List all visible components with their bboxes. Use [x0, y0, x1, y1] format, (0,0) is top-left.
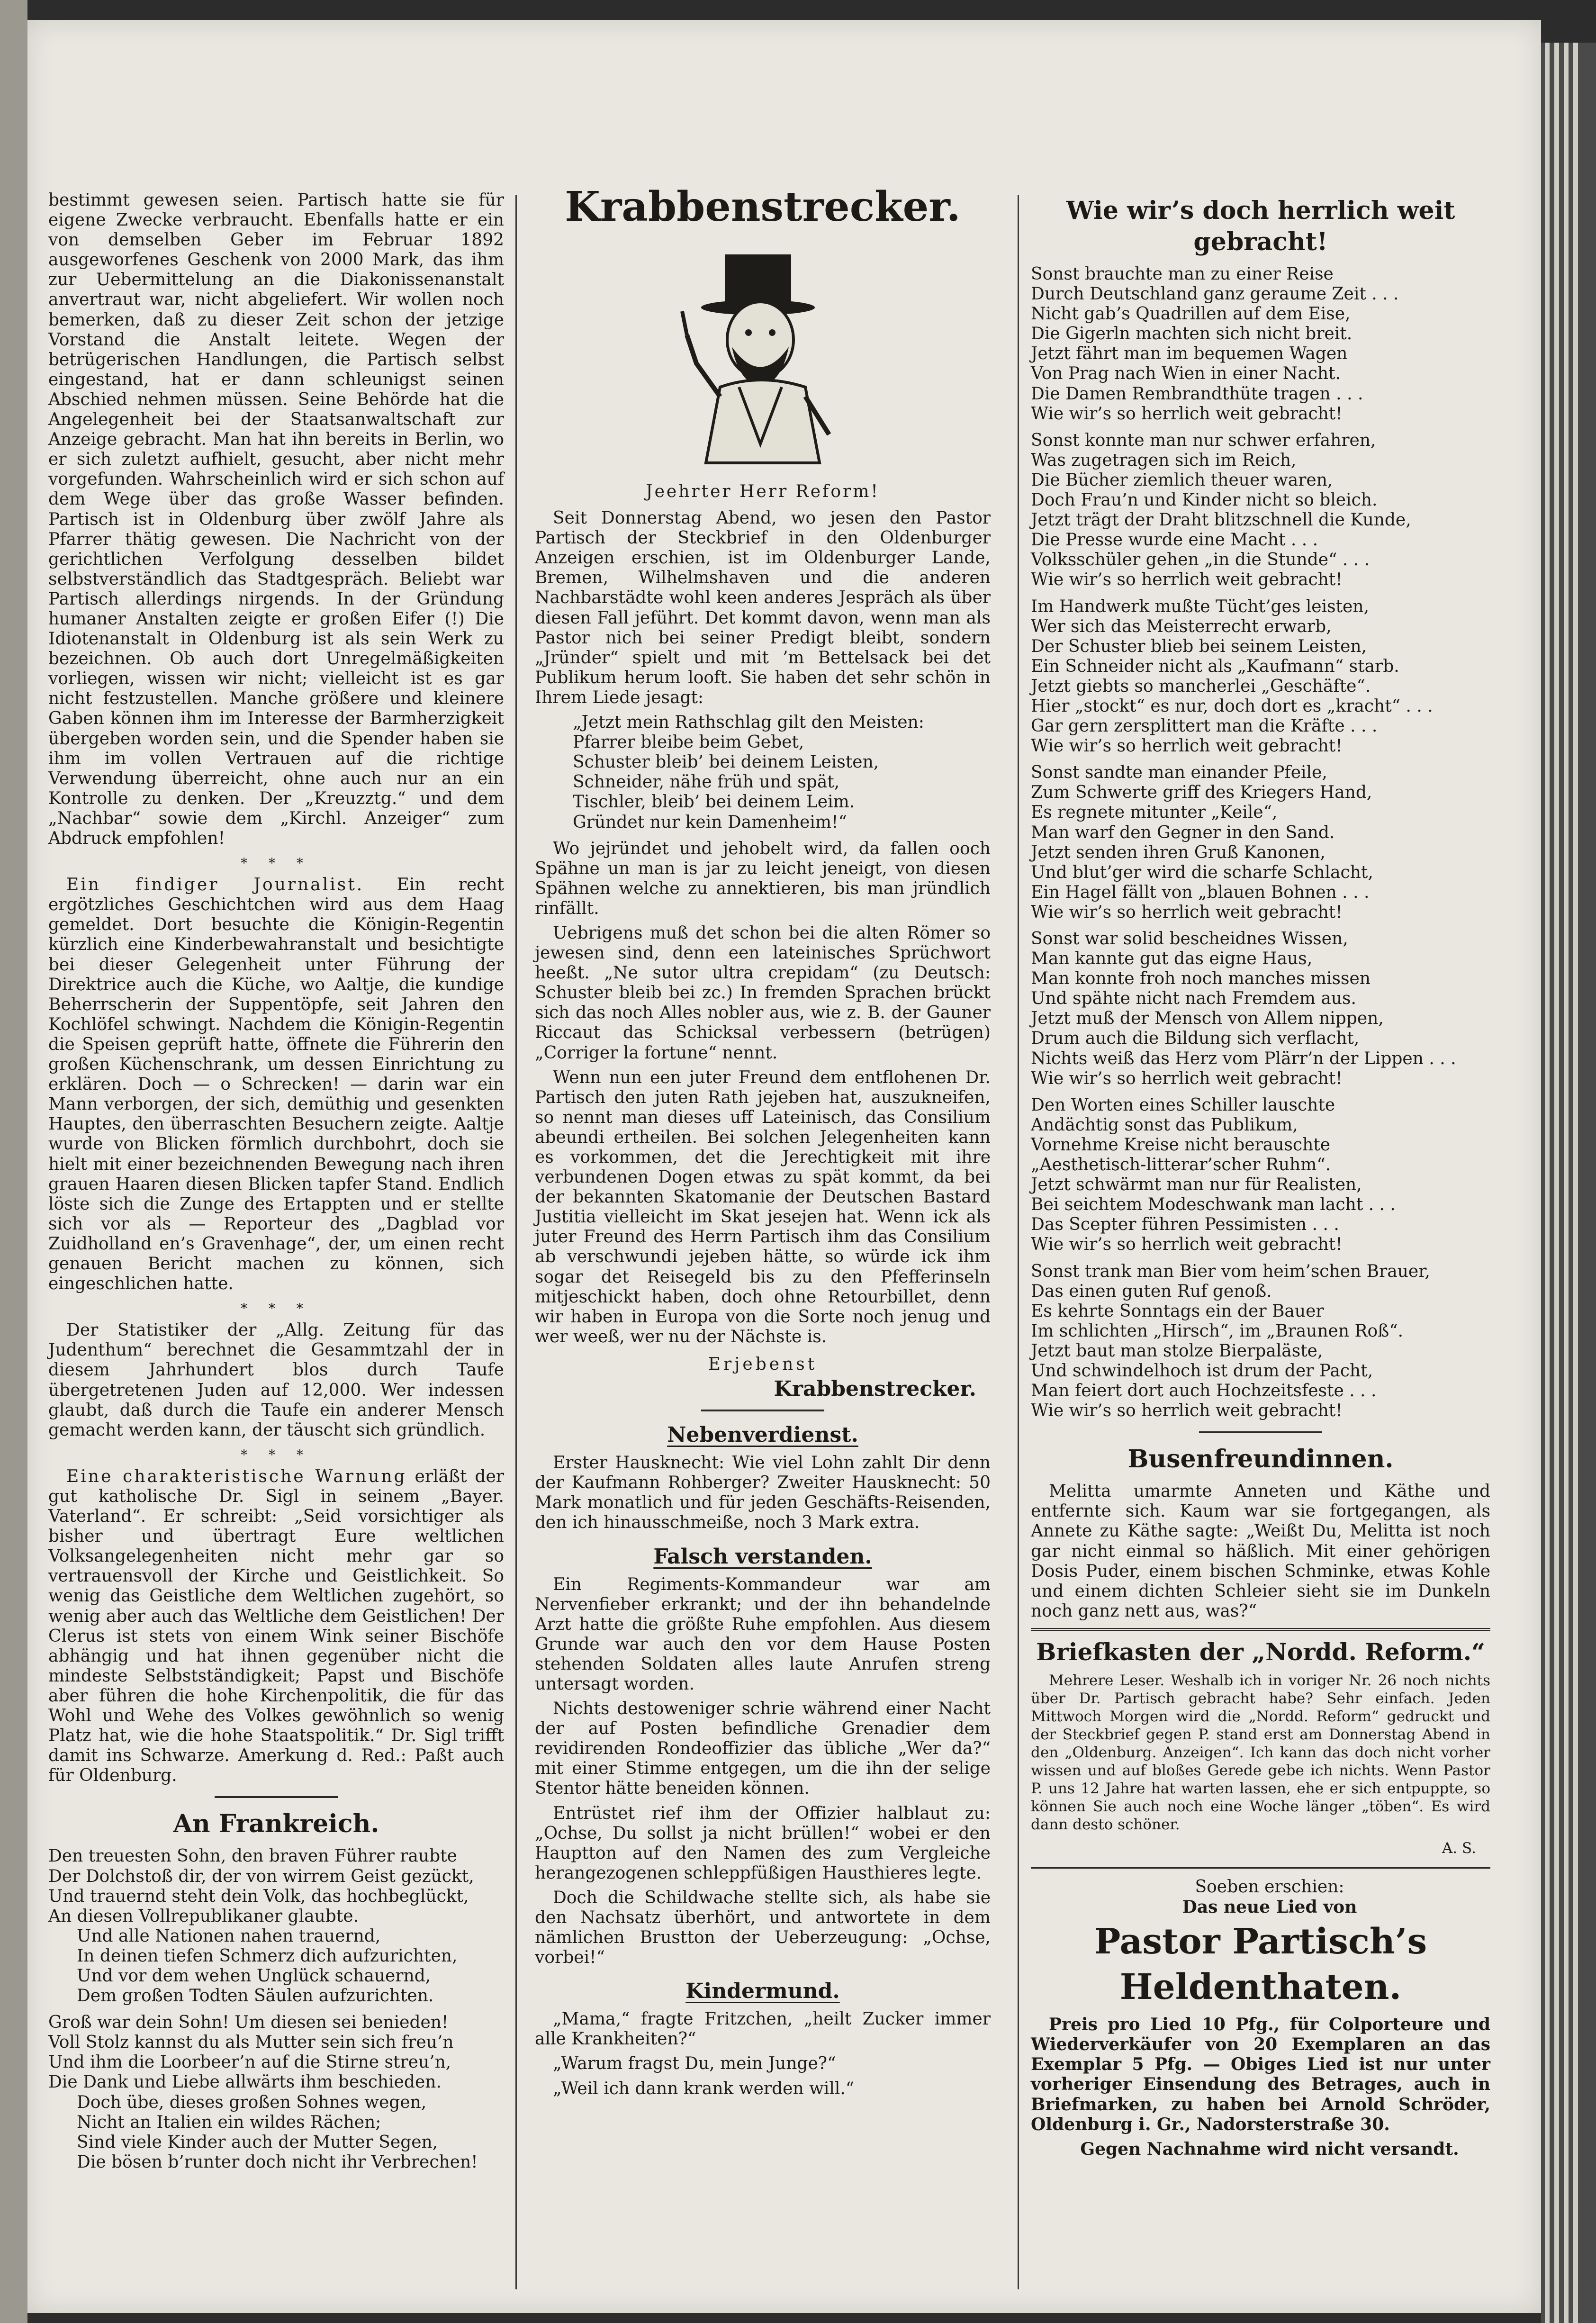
briefkasten-box: [1031, 1628, 1490, 1858]
poem-line: Was zugetragen sich im Reich,: [1031, 450, 1297, 470]
letter-signature: Krabbenstrecker.: [774, 1377, 976, 1401]
poem-line: Sonst konnte man nur schwer erfahren,: [1031, 430, 1376, 450]
anecdote-paragraph: Ein Regiments-Kommandeur war am Nervenfieber erkrankt; und der ihn behandelnde Arzt hatte die größte Ruhe empfohlen. Aus diesem Grunde war auch den vor dem Hause Posten stehenden Soldaten alles laute Anrufen streng untersagt worden.: [535, 1574, 991, 1694]
poem-line: Vornehme Kreise nicht berauschte: [1031, 1135, 1331, 1155]
ad-title: Pastor Partisch’s Heldenthaten.: [1094, 1921, 1427, 2008]
poem-line: In deinen tiefen Schmerz dich aufzurichten,: [77, 1946, 458, 1966]
divider: [1031, 1867, 1490, 1869]
letter-paragraph: Wenn nun een juter Freund dem entflohenen Dr. Partisch den juten Rath jejeben hat, auszukneifen, so nennt man dieses uff Lateinisch, das Consilium abeundi ertheilen. Bei solchen Jelegenheiten kann es vorkommen, det die Jerechtigkeit mit ihre verbundenen Dogen etwas zu spät kommt, da bei der bekannten Skatomanie der Deutschen Bastard Justitia vielleicht im Skat jesejen hat. Wenn ick als juter Freund des Herrn Partisch ihm das Consilium ab verschwundi jejeben hätte, so würde ick ihm sogar det Reisegeld bis zu den Pfefferinseln mitjeschickt haben, doch ohne Retourbillet, denn wir haben in Europa von die Sorte noch jenug und wer weeß, wer nu der Nächste is.: [535, 1067, 991, 1347]
poem-stanza: [1031, 1095, 1490, 1255]
poem-line: Jetzt fährt man im bequemen Wagen: [1031, 344, 1348, 364]
poem-line: Wie wir’s so herrlich weit gebracht!: [1031, 1401, 1343, 1421]
anecdote-paragraph: Doch die Schildwache stellte sich, als habe sie den Nachsatz überhört, und antwortete in dem nämlichen Brustton der Ueberzeugung: „Ochse, vorbei!“: [535, 1888, 991, 1968]
pointing-arm: [687, 335, 720, 397]
poem-title-herrlich: Wie wir’s doch herrlich weit gebracht!: [1066, 196, 1455, 256]
poem-herrlich: [1031, 264, 1490, 1421]
poem-line: Den Worten eines Schiller lauschte: [1031, 1095, 1335, 1115]
poem-line: Nichts weiß das Herz vom Plärr’n der Lippen . . .: [1031, 1049, 1456, 1068]
column-right: [1031, 195, 1490, 2159]
poem-frankreich-stanza2: [48, 2013, 504, 2172]
poem-line: Ein Hagel fällt von „blauen Bohnen . . .: [1031, 882, 1370, 902]
poem-frankreich: [48, 1846, 504, 2006]
poem-line: Die bösen b’runter doch nicht ihr Verbrechen!: [77, 2152, 478, 2172]
anecdote-paragraph: „Mama,“ fragte Fritzchen, „heilt Zucker immer alle Krankheiten?“: [535, 2009, 991, 2049]
verse-line: Schuster bleib’ bei deinem Leisten,: [573, 752, 879, 772]
heading-kindermund: Kindermund.: [685, 1979, 840, 2004]
poem-line: Man feiert dort auch Hochzeitsfeste . . .: [1031, 1381, 1377, 1401]
verse-line: Schneider, nähe früh und spät,: [573, 772, 840, 792]
poem-line: Es kehrte Sonntags ein der Bauer: [1031, 1301, 1324, 1321]
poem-line: Sonst trank man Bier vom heim’schen Brauer,: [1031, 1261, 1430, 1281]
article-warnung: Eine charakteristische Warnung erläßt der gut katholische Dr. Sigl in seinem „Bayer. Vaterland“. Er schreibt: „Seid vorsichtiger als bisher und übertragt Eure weltlichen Volksangelegenheiten nicht mehr gar so vertrauensvoll der Kirche und Geistlichkeit. So wenig das Geistliche dem Weltlichen zugehört, so wenig aber auch das Weltliche dem Geistlichen! Der Clerus ist stets von einem Wink seiner Bischöfe abhängig und hat ihnen gegenüber nicht die mindeste Selbstständigkeit; Papst und Bischöfe aber führen die hohe Kirchenpolitik, die für das Wohl und Wehe des Volkes gewöhnlich so wenig Platz hat, wie die hohe Staatspolitik.“ Dr. Sigl trifft damit ins Schwarze. Amerkung d. Red.: Paßt auch für Oldenburg.: [48, 1466, 504, 1786]
verse-line: Gründet nur kein Damenheim!“: [573, 812, 847, 832]
poem-line: Die Bücher ziemlich theuer waren,: [1031, 470, 1333, 490]
column-rule: [515, 195, 517, 2289]
eye: [745, 329, 752, 336]
anecdote-paragraph: Nichts destoweniger schrie während einer Nacht der auf Posten befindliche Grenadier dem revidirenden Rondeoffizier das übliche „Wer da?“ mit einer Stimme entgegen, um die ihn der selige Stentor hätte beneiden können.: [535, 1699, 991, 1799]
heading-busenfreundinnen: Busenfreundinnen.: [1127, 1445, 1394, 1474]
poem-line: Wer sich das Meisterrecht erwarb,: [1031, 616, 1332, 636]
poem-line: Voll Stolz kannst du als Mutter sein sich freu’n: [48, 2033, 454, 2052]
pointing-finger: [682, 311, 687, 335]
article-lead: Eine charakteristische Warnung: [66, 1466, 407, 1486]
separator-stars: * * *: [241, 855, 312, 871]
poem-line: Die Dank und Liebe allwärts ihm beschieden.: [48, 2072, 442, 2092]
briefkasten-signature: A. S.: [1442, 1839, 1476, 1857]
poem-stanza: [1031, 1262, 1490, 1421]
poem-line: Wie wir’s so herrlich weit gebracht!: [1031, 1068, 1343, 1088]
poem-line: Dem großen Todten Säulen aufzurichten.: [77, 1986, 434, 2006]
poem-line: Wie wir’s so herrlich weit gebracht!: [1031, 1235, 1343, 1255]
poem-line: Das Scepter führen Pessimisten . . .: [1031, 1215, 1339, 1235]
caricature-illustration: [654, 245, 872, 468]
separator-stars: * * *: [241, 1301, 312, 1317]
verse-line: Tischler, bleib’ bei deinem Leim.: [573, 792, 855, 812]
poem-line: Im schlichten „Hirsch“, im „Braunen Roß“.: [1031, 1321, 1404, 1341]
poem-line: Drum auch die Bildung sich verflacht,: [1031, 1029, 1360, 1049]
anecdote-paragraph: „Warum fragst Du, mein Junge?“: [553, 2054, 836, 2074]
poem-title: An Frankreich.: [173, 1809, 379, 1839]
poem-line: Jetzt muß der Mensch von Allem nippen,: [1031, 1009, 1384, 1029]
divider: [1199, 1431, 1322, 1433]
top-hat: [725, 254, 791, 307]
poem-line: Man warf den Gegner in den Sand.: [1031, 823, 1335, 842]
article-journalist: Ein findiger Journalist. Ein recht ergötzliches Geschichtchen wird aus dem Haag gemeldet. Dort besuchte die Königin-Regentin kürzlich eine Kinderbewahranstalt und besichtigte bei dieser Gelegenheit unter Führung der Direktrice auch die Küche, wo Aaltje, die kundige Beherrscherin der Suppentöpfe, seit Jahren den Kochlöfel schwingt. Nachdem die Königin-Regentin die Speisen geprüft hatte, öffnete die Führerin den großen Küchenschrank, um dessen Einrichtung zu erklären. Doch — o Schrecken! — darin war ein Mann verborgen, der sich, demüthig und gesenkten Hauptes, den überraschten Besuchern zeigte. Aaltje wurde von Blicken förmlich durchbohrt, doch sie hielt mit einer bezeichnenden Bewegung nach ihren grauen Haaren diesen Blicken tapfer Stand. Endlich löste sich die Zunge des Ertappten und er stellte sich vor als — Reporteur des „Dagblad vor Zuidholland en’s Gravenhage“, der, um einen recht genauen Bericht machen zu können, sich eingeschlichen hatte.: [48, 875, 504, 1294]
face: [727, 302, 793, 378]
poem-line: Sonst sandte man einander Pfeile,: [1031, 763, 1327, 783]
column-middle: [535, 183, 991, 2104]
poem-line: Die Presse wurde eine Macht . . .: [1031, 530, 1318, 550]
poem-line: Und alle Nationen nahen trauernd,: [77, 1926, 381, 1946]
poem-line: Volksschüler gehen „in die Stunde“ . . .: [1031, 550, 1370, 570]
poem-line: Jetzt baut man stolze Bierpaläste,: [1031, 1341, 1323, 1361]
poem-line: Jetzt schwärmt man nur für Realisten,: [1031, 1175, 1362, 1195]
poem-line: Und blut’ger wird die scharfe Schlacht,: [1031, 862, 1373, 882]
poem-line: Nicht gab’s Quadrillen auf dem Eise,: [1031, 304, 1351, 324]
quoted-verse: [535, 713, 991, 832]
anecdote-nebenverdienst: Erster Hausknecht: Wie viel Lohn zahlt Dir denn der Kaufmann Rohberger? Zweiter Hausknecht: 50 Mark monatlich und für jeden Geschäfts-Reisenden, den ich hinausschmeiße, noch 3 Mark extra.: [535, 1453, 991, 1533]
poem-line: Jetzt trägt der Draht blitzschnell die Kunde,: [1031, 510, 1411, 530]
poem-line: Man kannte gut das eigne Haus,: [1031, 949, 1313, 969]
verse-line: „Jetzt mein Rathschlag gilt den Meisten:: [573, 713, 924, 732]
poem-line: Doch übe, dieses großen Sohnes wegen,: [77, 2092, 427, 2112]
poem-line: Sonst war solid bescheidnes Wissen,: [1031, 929, 1348, 949]
letter-paragraph: Wo jejründet und jehobelt wird, da fallen ooch Spähne un man is jar zu leicht jeneigt, von diesen Spähnen welche zu annektieren, bis man jründlich rinfällt.: [535, 839, 991, 918]
divider: [701, 1410, 824, 1411]
scan-left-gutter: [0, 0, 27, 2323]
poem-line: Wie wir’s so herrlich weit gebracht!: [1031, 570, 1343, 590]
anecdote-busenfreundinnen: Melitta umarmte Anneten und Käthe und entfernte sich. Kaum war sie fortgegangen, als Annete zu Käthe sagte: „Weißt Du, Melitta ist noch gar nicht einmal so häßlich. Mit einer gehörigen Dosis Puder, einem bischen Schminke, etwas Kohle und einem dichten Schleier sieht sie im Dunkeln noch ganz nett aus, was?“: [1031, 1482, 1490, 1621]
article-title-krabbenstrecker: Krabbenstrecker.: [565, 183, 961, 231]
poem-stanza: [1031, 929, 1490, 1089]
poem-line: Andächtig sonst das Publikum,: [1031, 1115, 1298, 1135]
poem-line: Jetzt senden ihren Gruß Kanonen,: [1031, 842, 1325, 862]
poem-line: Von Prag nach Wien in einer Nacht.: [1031, 364, 1341, 384]
article-statistiker: Der Statistiker der „Allg. Zeitung für das Judenthum“ berechnet die Gesammtzahl der in diesem Jahrhundert blos durch Taufe übergetretenen Juden auf 12,000. Wer indessen glaubt, daß durch die Taufe ein anderer Mensch gemacht werden kann, der täuscht sich gründlich.: [48, 1320, 504, 1440]
poem-stanza: [1031, 597, 1490, 757]
poem-line: Wie wir’s so herrlich weit gebracht!: [1031, 902, 1343, 922]
poem-line: Und schwindelhoch ist drum der Pacht,: [1031, 1361, 1373, 1381]
poem-line: Sonst brauchte man zu einer Reise: [1031, 264, 1334, 284]
letter-greeting: Jeehrter Herr Reform!: [646, 482, 880, 501]
poem-line: Durch Deutschland ganz geraume Zeit . . .: [1031, 284, 1399, 304]
letter-paragraph: Uebrigens muß det schon bei die alten Römer so jewesen sind, denn een lateinisches Sprüchwort heeßt. „Ne sutor ultra crepidam“ (zu Deutsch: Schuster bleib bei zc.) In fremden Sprachen brückt sich das noch Alles nobler aus, wie z. B. der Gauner Riccaut das Schicksal verbessern (betrügen) „Corriger la fortune“ nennt.: [535, 923, 991, 1063]
anecdote-paragraph: Entrüstet rief ihm der Offizier halblaut zu: „Ochse, Du sollst ja nicht brüllen!“ wobei er den Hauptton auf den Namen des zum Vergleiche herangezogenen schleppfüßigen Hausthieres legte.: [535, 1803, 991, 1883]
eye: [769, 329, 775, 336]
poem-stanza: [1031, 264, 1490, 424]
separator-stars: * * *: [241, 1446, 312, 1463]
coat: [706, 380, 820, 463]
page-stack-edge: [1541, 43, 1596, 2323]
poem-line: Groß war dein Sohn! Um diesen sei benieden!: [48, 2013, 449, 2033]
poem-line: Und vor dem wehen Unglück schauernd,: [77, 1966, 431, 1986]
newspaper-page: [27, 20, 1541, 2313]
ad-footer: Gegen Nachnahme wird nicht versandt.: [1080, 2139, 1459, 2159]
briefkasten-text: Mehrere Leser. Weshalb ich in voriger Nr. 26 noch nichts über Dr. Partisch gebracht habe? Sehr einfach. Jeden Mittwoch Morgen wird die „Nordd. Reform“ gedruckt und der Steckbrief gegen P. stand erst am Donnerstag Abend in den „Oldenburg. Anzeigen“. Ich kann das doch nicht vorher wissen und auf bloßes Gerede gebe ich nichts. Wenn Pastor P. uns 12 Jahre hat warten lassen, ehe er sich entpuppte, so können Sie auch noch eine Woche länger „töben“. Es wird dann desto schöner.: [1031, 1672, 1490, 1833]
poem-line: Der Dolchstoß dir, der von wirrem Geist gezückt,: [48, 1866, 474, 1886]
article-partisch-continued: bestimmt gewesen seien. Partisch hatte sie für eigene Zwecke verbraucht. Ebenfalls hatte er ein von demselben Geber im Februar 1892 ausgeworfenes Geschenk von 2000 Mark, das ihm zur Uebermittelung an die Diakonissenanstalt anvertraut war, nicht abgeliefert. Wir wollen noch bemerken, daß zu dieser Zeit schon der jetzige Vorstand die Anstalt leitete. Wegen der betrügerischen Handlungen, die Partisch selbst eingestand, hat er dann schleunigst seinen Abschied nehmen müssen. Seine Behörde hat die Angelegenheit bei der Staatsanwaltschaft zur Anzeige gebracht. Man hat ihn bereits in Berlin, wo er sich zuletzt aufhielt, gesucht, aber nicht mehr vorgefunden. Wahrscheinlich wird er sich schon auf dem Wege über das große Wasser befinden. Partisch ist in Oldenburg über zwölf Jahre als Pfarrer thätig gewesen. Die Nachricht von der gerichtlichen Verfolgung desselben bildet selbstverständlich das Stadtgespräch. Beliebt war Partisch allerdings nirgends. In der Gründung humaner Anstalten zeigte er großen Eifer (!) Die Idiotenanstalt in Oldenburg ist als sein Werk zu bezeichnen. Ob auch dort Unregelmäßigkeiten vorliegen, wissen wir nicht; vielleicht ist es gar nicht festzustellen. Manche größere und kleinere Gaben können ihm im Interesse der Barmherzigkeit übergeben worden sein, und die Spender haben sie ihm im vollen Vertrauen auf die richtige Verwendung überreicht, ohne auch nur an ein Kontrolle zu denken. Der „Kreuzztg.“ und dem „Nachbar“ sowie dem „Kirchl. Anzeiger“ zum Abdruck empfohlen!: [48, 190, 504, 848]
heading-falsch-verstanden: Falsch verstanden.: [653, 1544, 872, 1569]
column-rule: [1018, 195, 1019, 2289]
poem-line: Wie wir’s so herrlich weit gebracht!: [1031, 736, 1343, 756]
poem-line: Doch Frau’n und Kinder nicht so bleich.: [1031, 490, 1378, 510]
poem-line: Und ihm die Loorbeer’n auf die Stirne streu’n,: [48, 2052, 451, 2072]
anecdote-paragraph: „Weil ich dann krank werden will.“: [553, 2079, 855, 2098]
ad-text: Preis pro Lied 10 Pfg., für Colporteure und Wiederverkäufer von 20 Exemplaren an das Exemplar 5 Pfg. — Obiges Lied ist nur unter vorheriger Einsendung des Betrages, auch in Briefmarken, zu haben bei Arnold Schröder, Oldenburg i. Gr., Nadorsterstraße 30.: [1031, 2015, 1490, 2134]
poem-line: Die Gigerln machten sich nicht breit.: [1031, 324, 1353, 344]
column-left: [48, 190, 504, 2179]
poem-line: „Aesthetisch-litterar’scher Ruhm“.: [1031, 1155, 1331, 1175]
poem-line: Jetzt giebts so mancherlei „Geschäfte“.: [1031, 676, 1371, 696]
poem-line: Wie wir’s so herrlich weit gebracht!: [1031, 404, 1343, 424]
poem-line: Nicht an Italien ein wildes Rächen;: [77, 2112, 381, 2132]
letter-closing: Erjebenst: [708, 1354, 818, 1374]
ad-intro: Soeben erschien:: [1195, 1877, 1344, 1897]
poem-line: Den treuesten Sohn, den braven Führer raubte: [48, 1846, 457, 1866]
poem-line: Das einen guten Ruf genoß.: [1031, 1281, 1272, 1301]
poem-line: Und spähte nicht nach Fremdem aus.: [1031, 989, 1356, 1009]
ad-subtitle: Das neue Lied von: [1182, 1897, 1357, 1917]
divider: [215, 1796, 338, 1798]
poem-line: Und trauernd steht dein Volk, das hochbeglückt,: [48, 1886, 469, 1906]
poem-line: Die Damen Rembrandthüte tragen . . .: [1031, 384, 1363, 404]
poem-line: Im Handwerk mußte Tücht’ges leisten,: [1031, 597, 1369, 616]
poem-line: Hier „stockt“ es nur, doch dort es „kracht“ . . .: [1031, 696, 1433, 716]
letter-paragraph: Seit Donnerstag Abend, wo jesen den Pastor Partisch der Steckbrief in den Oldenburger Anzeigen erschien, ist im Oldenburger Lande, Bremen, Wilhelmshaven und die anderen Nachbarstädte wohl keen anderes Jespräch als über diesen Fall jeführt. Det kommt davon, wenn man als Pastor nich bei seiner Predigt bleibt, sondern „Jründer“ spielt und mit ’m Bettelsack bei det Publikum herum looft. Sie haben det sehr schön in Ihrem Liede jesagt:: [535, 508, 991, 707]
poem-line: Zum Schwerte griff des Kriegers Hand,: [1031, 783, 1372, 803]
heading-nebenverdienst: Nebenverdienst.: [667, 1423, 858, 1447]
poem-line: Der Schuster blieb bei seinem Leisten,: [1031, 636, 1367, 656]
poem-line: Man konnte froh noch manches missen: [1031, 969, 1371, 989]
verse-line: Pfarrer bleibe beim Gebet,: [573, 732, 804, 752]
poem-stanza: [1031, 763, 1490, 922]
article-lead: Ein findiger Journalist.: [66, 875, 364, 895]
poem-line: Ein Schneider nicht als „Kaufmann“ starb.: [1031, 656, 1399, 676]
poem-stanza: [1031, 431, 1490, 590]
poem-line: Sind viele Kinder auch der Mutter Segen,: [77, 2132, 438, 2152]
poem-line: Gar gern zersplittert man die Kräfte . . .: [1031, 716, 1378, 736]
briefkasten-title: Briefkasten der „Nordd. Reform.“: [1036, 1637, 1485, 1666]
poem-line: Es regnete mitunter „Keile“,: [1031, 803, 1278, 823]
poem-line: An diesen Vollrepublikaner glaubte.: [48, 1906, 359, 1926]
poem-line: Bei seichtem Modeschwank man lacht . . .: [1031, 1195, 1396, 1215]
